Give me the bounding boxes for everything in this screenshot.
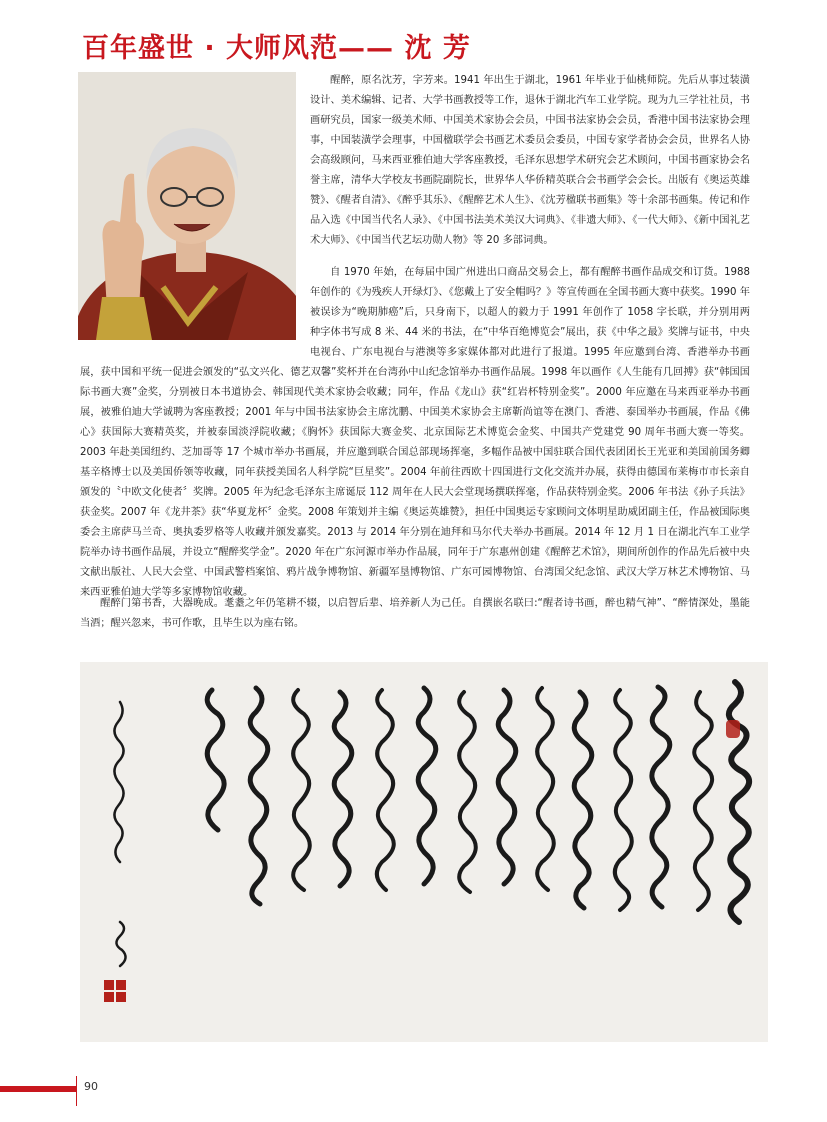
footer-accent-bar [0,1086,76,1092]
bio-paragraph-intro-text: 醒醉，原名沈芳，字芳来。1941 年出生于湖北，1961 年毕业于仙桃师院。先后从事过装潢设计、美术编辑、记者、大学书画教授等工作，退休于湖北汽车工业学院。现为九三学社社员，书画研究员，国家一级美术师、中国美术家协会会员，中国书法家协会会员，香港中国书法家协会理事，中国装潢学会理事，中国楹联学会书画艺术委员会委员，中国专家学者协会会员，世界名人协会高级顾问，马来西亚雅伯迪大学客座教授，毛泽东思想学术研究会艺术顾问，中国书画家协会名誉主席，清华大学校友书画院副院长，世界华人华侨精英联合会书画学会会长。出版有《奥运英雄赞》、《醒者自清》、《醉乎其乐》、《醒醉艺术人生》、《沈芳楹联书画集》等十余部书画集。传记和作品入选《中国当代名人录》、《中国书法美术美汉大词典》、《非遗大师》、《一代大师》、《新中国礼艺术大师》、《中国当代艺坛功勋人物》等 20 多部词典。 [310,75,750,246]
text-wrap-spacer [80,263,310,345]
page-number: 90 [84,1080,98,1093]
footer-divider [76,1076,77,1106]
bio-paragraph-career-text: 自 1970 年始，在每届中国广州进出口商品交易会上，都有醒醉书画作品成交和订货。1988 年创作的《为残疾人开绿灯》、《您戴上了安全帽吗？》等宣传画在全国书画大赛中获奖。1990 年被误诊为“晚期肺癌”后，只身南下，以超人的毅力于 1991 年创作了 1058 字长联，并分别用两种字体书写成 8 米、44 米的书法，在“中华百绝博览会”展出，获《中华之最》奖牌与证书，中央电视台、广东电视台与港澳等多家媒体都对此进行了报道。1995 年应邀到台湾、香港举办书画展，获中国和平统一促进会颁发的“弘文兴化、德艺双馨”奖杯并在台湾孙中山纪念馆举办书画作品展。1998 年以画作《人生能有几回搏》获“韩国国际书画大赛”金奖，分别被日本书道协会、韩国现代美术家协会收藏；同年，作品《龙山》获“红岩杯特别金奖”。2000 年应邀在马来西亚举办书画展，被雅伯迪大学诚聘为客座教授；2001 年与中国书法家协会主席沈鹏、中国美术家协会主席靳尚谊等在澳门、香港、泰国举办书画展，作品《佛心》获国际大赛精英奖，并被泰国淡浮院收藏；《胸怀》获国际大赛金奖、北京国际艺术博览会金奖、中国共产党建党 90 周年书画大赛一等奖。2003 年赴美国纽约、芝加哥等 17 个城市举办书画展，并应邀到联合国总部现场挥毫，多幅作品被中国驻联合国代表团团长王光亚和美国前国务卿基辛格博士以及美国侨领等收藏，同年获授美国名人科学院“巨星奖”。2004 年前往西欧十四国进行文化交流并办展，获得由德国布莱梅市市长亲自颁发的〝中欧文化使者〞奖牌。2005 年为纪念毛泽东主席诞辰 112 周年在人民大会堂现场撰联挥毫，作品获特别金奖。2006 年书法《孙子兵法》获金奖。2007 年《龙井茶》获“华夏龙杯〞金奖。2008 年策划并主编《奥运英雄赞》，担任中国奥运专家顾问文体明星助威团副主任，作品被国际奥委会主席萨马兰奇、奥执委罗格等人收藏并颁发嘉奖。2013 与 2014 年分别在迪拜和马尔代夫举办书画展。2014 年 12 月 1 日在湖北汽车工业学院举办诗书画作品展，并设立“醒醉奖学金”。2020 年在广东河源市举办作品展，同年于广东惠州创建《醒醉艺术馆》，期间所创作的作品先后被中央文献出版社、人民大会堂、中国武警档案馆、鸦片战争博物馆、新疆军垦博物馆、广东可园博物馆、台湾国父纪念馆、武汉大学万林艺术博物馆、马来西亚雅伯迪大学等多家博物馆收藏。 [80,267,750,598]
bio-paragraph-career [80,263,750,603]
bio-paragraph-intro [310,71,750,251]
bio-paragraph-closing-text: 醒醉门第书香，大器晚成。耄耋之年仍笔耕不辍，以启智后辈、培养新人为己任。自撰嵌名联曰:“醒者诗书画，醉也精气神”、“醉情深处，墨能当酒；醒兴忽来，书可作歌，且毕生以为座右铭。 [80,598,750,629]
article-title: 百年盛世 · 大师风范—— 沈 芳 [82,33,471,64]
calligraphy-artwork [80,662,768,1042]
bio-paragraph-closing [80,594,750,634]
